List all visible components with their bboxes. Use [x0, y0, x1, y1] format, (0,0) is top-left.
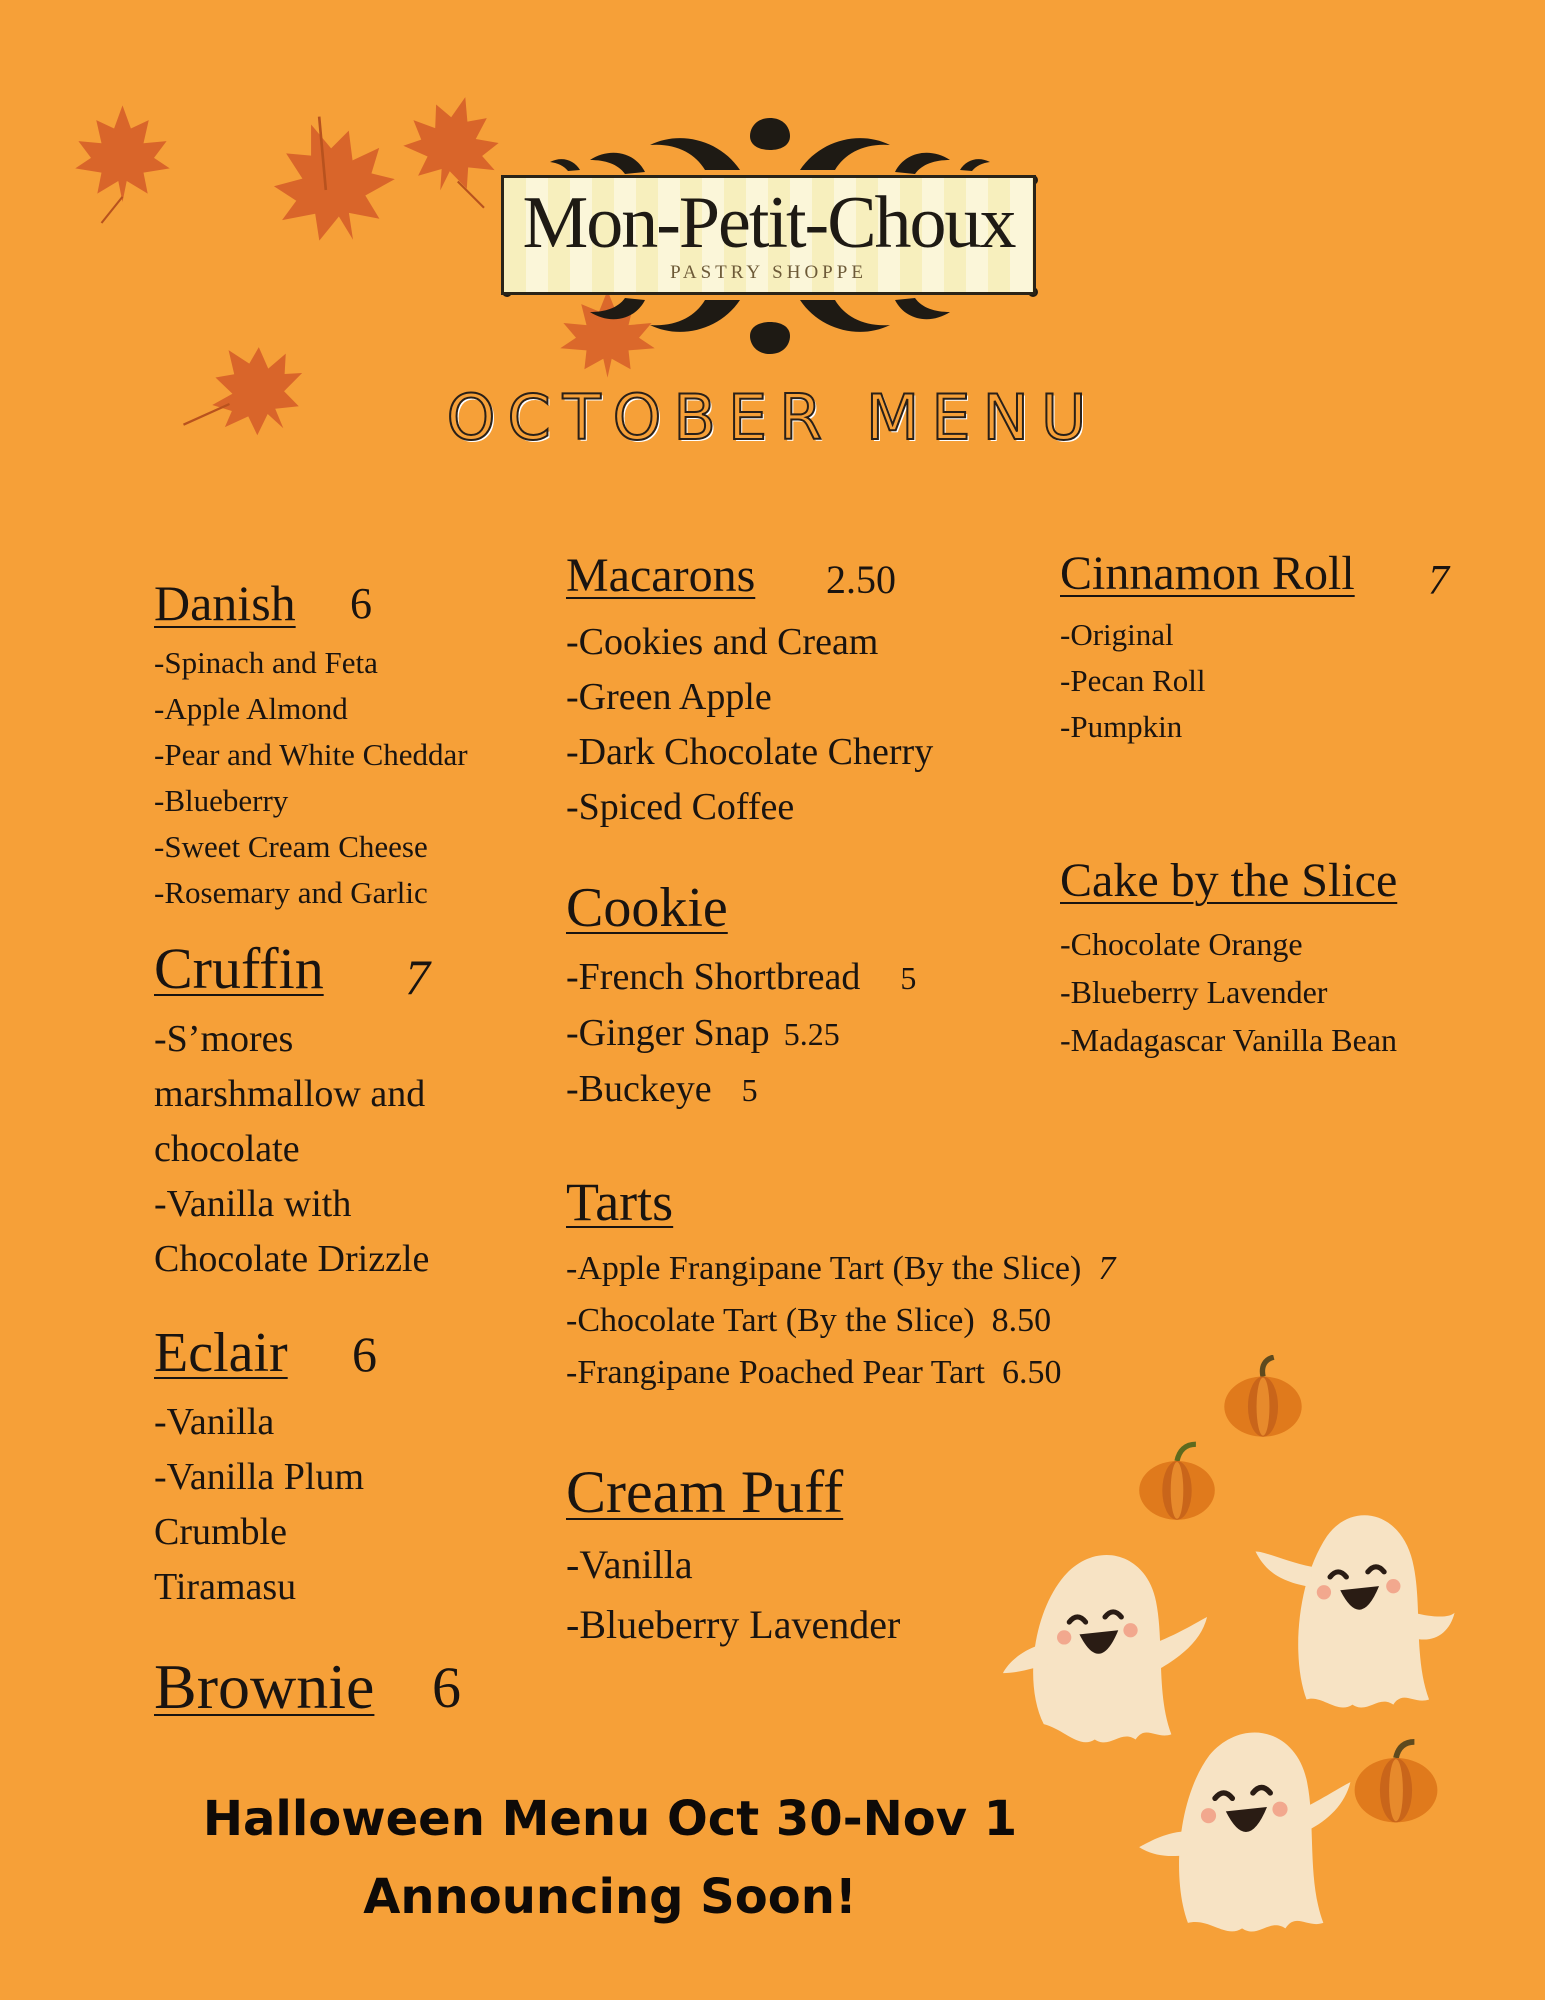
eclair-heading: Eclair	[154, 1322, 288, 1384]
cinnamon-roll-heading: Cinnamon Roll	[1060, 547, 1355, 600]
list-item: -Vanilla	[566, 1542, 693, 1587]
list-item: -Blueberry	[154, 783, 289, 818]
item-name: -Ginger Snap	[566, 1012, 770, 1054]
list-item	[566, 1062, 916, 1118]
list-item: -Vanilla	[154, 1401, 275, 1443]
brownie-heading: Brownie	[154, 1651, 375, 1722]
list-item: chocolate	[154, 1128, 300, 1170]
danish-list	[154, 640, 468, 916]
ghost-icon	[1245, 1480, 1460, 1725]
list-item	[566, 1243, 1115, 1295]
brownie-price: 6	[432, 1655, 461, 1720]
list-item: -Madagascar Vanilla Bean	[1060, 1022, 1398, 1058]
list-item: Chocolate Drizzle	[154, 1238, 430, 1280]
cruffin-price: 7	[405, 949, 430, 1005]
menu-title: OCTOBER MENU	[446, 381, 1099, 454]
list-item: -S’mores	[154, 1018, 294, 1060]
list-item: -Sweet Cream Cheese	[154, 829, 428, 864]
pumpkin-icon	[1220, 1355, 1306, 1441]
list-item: -Green Apple	[566, 676, 772, 718]
list-item: -Spinach and Feta	[154, 645, 378, 680]
cake-slice-list	[1060, 920, 1397, 1064]
list-item: -Blueberry Lavender	[1060, 974, 1328, 1010]
item-name: -French Shortbread	[566, 956, 861, 998]
tarts-list	[566, 1243, 1115, 1399]
cookie-heading: Cookie	[566, 877, 728, 939]
list-item: -Cookies and Cream	[566, 621, 879, 663]
list-item	[566, 1006, 916, 1062]
logo-name: Mon-Petit-Choux	[522, 182, 1015, 264]
footer-line2: Announcing Soon!	[363, 1869, 857, 1925]
list-item: -Pear and White Cheddar	[154, 737, 468, 772]
item-price: 5	[900, 960, 917, 996]
list-item: -Vanilla with	[154, 1183, 352, 1225]
list-item: -Vanilla Plum	[154, 1456, 365, 1498]
ghost-icon	[1130, 1690, 1365, 1950]
item-price: 5.25	[783, 1016, 840, 1052]
list-item: -Pumpkin	[1060, 709, 1183, 744]
macarons-heading: Macarons	[566, 549, 756, 602]
item-name: -Apple Frangipane Tart (By the Slice)	[566, 1250, 1082, 1287]
danish-heading: Danish	[154, 575, 296, 631]
footer-line1: Halloween Menu Oct 30-Nov 1	[202, 1791, 1018, 1847]
maple-leaf-icon	[400, 85, 505, 215]
list-item: -Chocolate Orange	[1060, 926, 1303, 962]
macarons-price: 2.50	[826, 557, 896, 602]
cream-puff-heading: Cream Puff	[566, 1459, 844, 1525]
item-name: -Frangipane Poached Pear Tart	[566, 1354, 986, 1391]
halloween-announcement	[140, 1780, 1080, 1936]
logo-tagline: PASTRY SHOPPE	[670, 262, 867, 283]
list-item: Crumble	[154, 1511, 287, 1553]
maple-leaf-icon	[265, 110, 400, 270]
list-item: -Spiced Coffee	[566, 786, 795, 828]
list-item: -Pecan Roll	[1060, 663, 1206, 698]
list-item	[566, 1295, 1115, 1347]
list-item	[566, 950, 916, 1006]
list-item	[566, 1347, 1115, 1399]
eclair-price: 6	[352, 1326, 377, 1382]
item-price: 6.50	[1002, 1354, 1062, 1391]
shop-logo	[495, 110, 1045, 360]
macarons-list	[566, 615, 933, 835]
list-item: marshmallow and	[154, 1073, 426, 1115]
list-item: -Blueberry Lavender	[566, 1602, 901, 1647]
cinnamon-roll-list	[1060, 612, 1206, 750]
pumpkin-icon	[1135, 1440, 1219, 1524]
eclair-list	[154, 1395, 364, 1615]
item-name: -Chocolate Tart (By the Slice)	[566, 1302, 975, 1339]
tarts-heading: Tarts	[566, 1172, 674, 1232]
cookie-list	[566, 950, 916, 1118]
cruffin-heading: Cruffin	[154, 936, 324, 1001]
cinnamon-roll-price: 7	[1428, 558, 1449, 604]
item-price: 5	[741, 1072, 758, 1108]
list-item: -Rosemary and Garlic	[154, 875, 428, 910]
item-price: 8.50	[991, 1302, 1052, 1339]
cake-slice-heading: Cake by the Slice	[1060, 854, 1398, 907]
danish-price: 6	[350, 579, 372, 628]
list-item: Tiramasu	[154, 1566, 297, 1608]
list-item: -Apple Almond	[154, 691, 348, 726]
cruffin-list	[154, 1012, 429, 1287]
item-name: -Buckeye	[566, 1068, 712, 1110]
maple-leaf-icon	[70, 95, 175, 225]
list-item: -Original	[1060, 617, 1174, 652]
list-item: -Dark Chocolate Cherry	[566, 731, 934, 773]
cream-puff-list	[566, 1535, 900, 1655]
item-price: 7	[1098, 1250, 1116, 1287]
